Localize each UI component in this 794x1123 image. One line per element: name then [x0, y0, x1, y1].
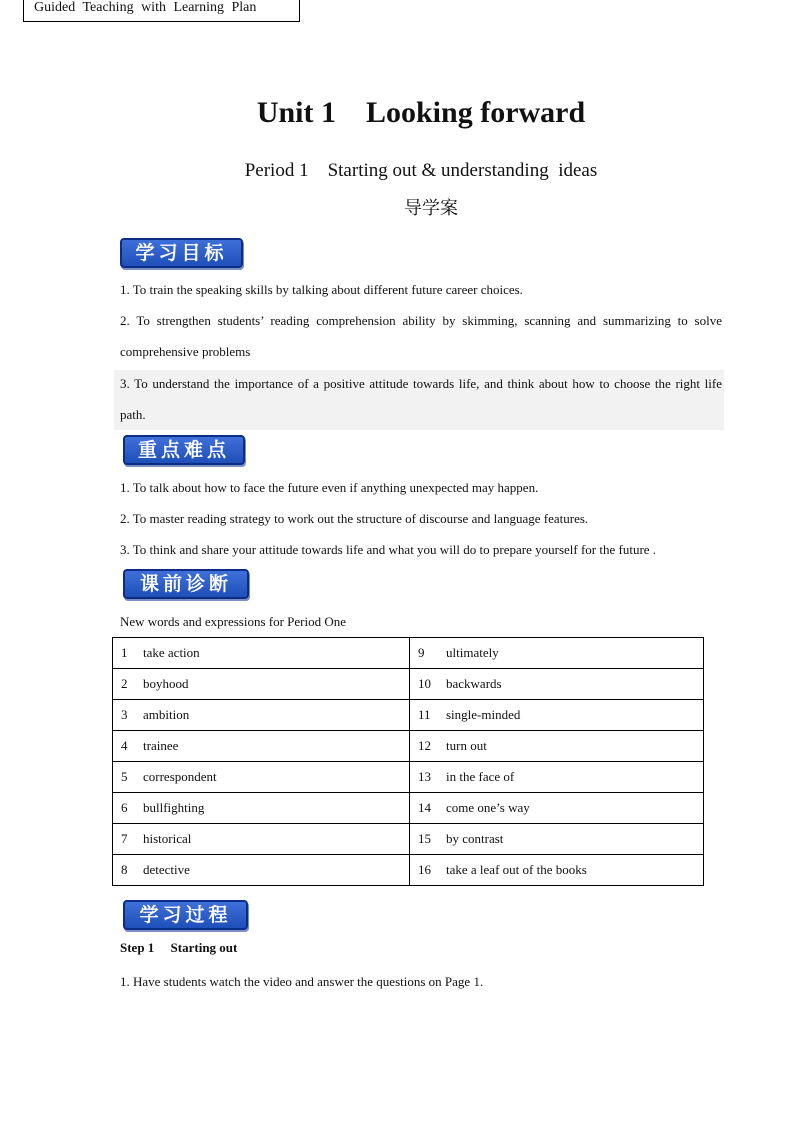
table-cell [113, 669, 410, 700]
table-cell [410, 638, 704, 669]
word-number: 6 [121, 800, 128, 815]
table-cell [113, 793, 410, 824]
word-text: trainee [143, 738, 179, 753]
word-text: turn out [446, 738, 487, 753]
word-text: correspondent [143, 769, 217, 784]
word-number: 11 [418, 707, 431, 722]
word-number: 2 [121, 676, 128, 691]
word-number: 16 [418, 862, 431, 877]
objective-item: 3. To understand the importance of a positive attitude towards life, and think about how to choose the right life path. [120, 376, 722, 422]
key-point-item: 1. To talk about how to face the future even if anything unexpected may happen. [120, 480, 539, 495]
word-text: come one’s way [446, 800, 530, 815]
table-row [113, 638, 704, 669]
objective-item: 2. To strengthen students’ reading comprehension ability by skimming, scanning and summarizing to solve comprehensive problems [120, 313, 722, 359]
word-text: detective [143, 862, 190, 877]
objectives-badge: 学习目标 [120, 238, 243, 268]
vocab-table [112, 637, 704, 886]
process-badge: 学习过程 [123, 900, 248, 930]
word-text: ambition [143, 707, 190, 722]
word-text: boyhood [143, 676, 189, 691]
key-point-item: 2. To master reading strategy to work out the structure of discourse and language features. [120, 511, 589, 526]
word-number: 1 [121, 645, 128, 660]
table-cell [410, 824, 704, 855]
table-row [113, 824, 704, 855]
word-text: backwards [446, 676, 502, 691]
word-text: in the face of [446, 769, 515, 784]
key-point-item: 3. To think and share your attitude towards life and what you will do to prepare yourself for the future . [120, 542, 657, 557]
key-points-badge: 重点难点 [123, 435, 245, 465]
word-text: single-minded [446, 707, 521, 722]
step-item: 1. Have students watch the video and answer the questions on Page 1. [120, 974, 484, 989]
table-cell [410, 669, 704, 700]
table-cell [113, 824, 410, 855]
word-number: 7 [121, 831, 128, 846]
table-cell [410, 793, 704, 824]
word-number: 8 [121, 862, 128, 877]
table-cell [113, 638, 410, 669]
word-number: 3 [121, 707, 128, 722]
table-row [113, 669, 704, 700]
table-row [113, 762, 704, 793]
page-subtitle: Period 1 Starting out & understanding ideas [244, 160, 598, 181]
page-title: Unit 1 Looking forward [256, 96, 586, 129]
table-row [113, 855, 704, 886]
objective-item: 1. To train the speaking skills by talking about different future career choices. [120, 282, 523, 297]
table-row [113, 700, 704, 731]
word-text: bullfighting [143, 800, 205, 815]
table-cell [113, 731, 410, 762]
word-number: 9 [418, 645, 425, 660]
table-row [113, 731, 704, 762]
word-text: take action [143, 645, 200, 660]
word-text: take a leaf out of the books [446, 862, 587, 877]
word-text: by contrast [446, 831, 504, 846]
vocab-caption: New words and expressions for Period One [120, 614, 347, 629]
header-label: Guided Teaching with Learning Plan [23, 0, 300, 22]
table-cell [113, 700, 410, 731]
table-row [113, 793, 704, 824]
word-number: 12 [418, 738, 431, 753]
table-cell [410, 762, 704, 793]
table-cell [410, 731, 704, 762]
table-cell [113, 762, 410, 793]
page-subtitle-cn: 导学案 [404, 198, 458, 219]
word-number: 4 [121, 738, 128, 753]
word-number: 14 [418, 800, 431, 815]
word-number: 10 [418, 676, 431, 691]
word-number: 15 [418, 831, 431, 846]
word-text: ultimately [446, 645, 499, 660]
step-title: Step 1 Starting out [120, 940, 238, 955]
word-number: 5 [121, 769, 128, 784]
table-cell [410, 700, 704, 731]
word-text: historical [143, 831, 192, 846]
word-number: 13 [418, 769, 431, 784]
table-cell [410, 855, 704, 886]
preview-badge: 课前诊断 [123, 569, 249, 599]
table-cell [113, 855, 410, 886]
